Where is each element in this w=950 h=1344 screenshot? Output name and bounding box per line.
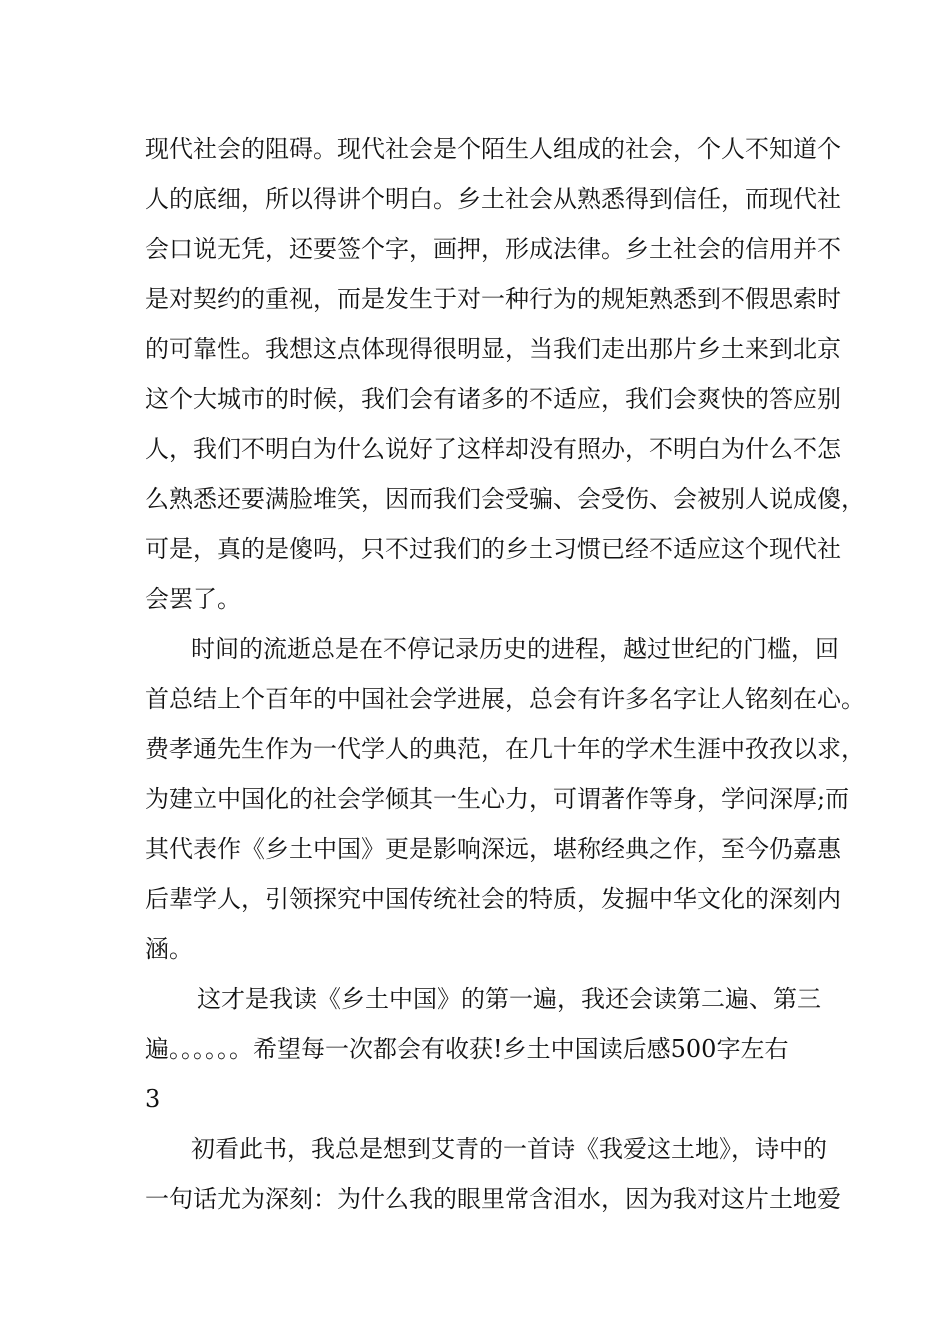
text-line: 为建立中国化的社会学倾其一生心力，可谓著作等身，学问深厚;而 <box>145 785 850 813</box>
text-line: 涵。 <box>145 935 193 963</box>
text-line: 一句话尤为深刻：为什么我的眼里常含泪水，因为我对这片土地爱 <box>145 1185 841 1213</box>
text-line: 是对契约的重视，而是发生于对一种行为的规矩熟悉到不假思索时 <box>145 285 841 313</box>
text-line: 其代表作《乡土中国》更是影响深远，堪称经典之作，至今仍嘉惠 <box>145 835 841 863</box>
text-line: 人的底细，所以得讲个明白。乡土社会从熟悉得到信任，而现代社 <box>145 185 841 213</box>
text-line: 么熟悉还要满脸堆笑，因而我们会受骗、会受伤、会被别人说成傻， <box>145 485 865 513</box>
text-line: 首总结上个百年的中国社会学进展，总会有许多名字让人铭刻在心。 <box>145 685 865 713</box>
text-line: 现代社会的阻碍。现代社会是个陌生人组成的社会，个人不知道个 <box>145 135 841 163</box>
paragraph-first-line: 这才是我读《乡土中国》的第一遍，我还会读第二遍、第三 <box>197 985 821 1013</box>
text-line: 遍。。。。。。希望每一次都会有收获!乡土中国读后感500字左右 <box>145 1035 789 1063</box>
paragraph-first-line: 初看此书，我总是想到艾青的一首诗《我爱这土地》，诗中的 <box>191 1135 827 1163</box>
text-line: 后辈学人，引领探究中国传统社会的特质，发掘中华文化的深刻内 <box>145 885 841 913</box>
text-line: 会口说无凭，还要签个字，画押，形成法律。乡土社会的信用并不 <box>145 235 841 263</box>
text-line: 的可靠性。我想这点体现得很明显，当我们走出那片乡土来到北京 <box>145 335 841 363</box>
text-line: 3 <box>145 1085 161 1113</box>
paragraph-first-line: 时间的流逝总是在不停记录历史的进程，越过世纪的门槛，回 <box>191 635 839 663</box>
text-line: 费孝通先生作为一代学人的典范，在几十年的学术生涯中孜孜以求， <box>145 735 865 763</box>
text-line: 可是，真的是傻吗，只不过我们的乡土习惯已经不适应这个现代社 <box>145 535 841 563</box>
text-line: 这个大城市的时候，我们会有诸多的不适应，我们会爽快的答应别 <box>145 385 841 413</box>
text-line: 人，我们不明白为什么说好了这样却没有照办，不明白为什么不怎 <box>145 435 841 463</box>
text-line: 会罢了。 <box>145 585 241 613</box>
